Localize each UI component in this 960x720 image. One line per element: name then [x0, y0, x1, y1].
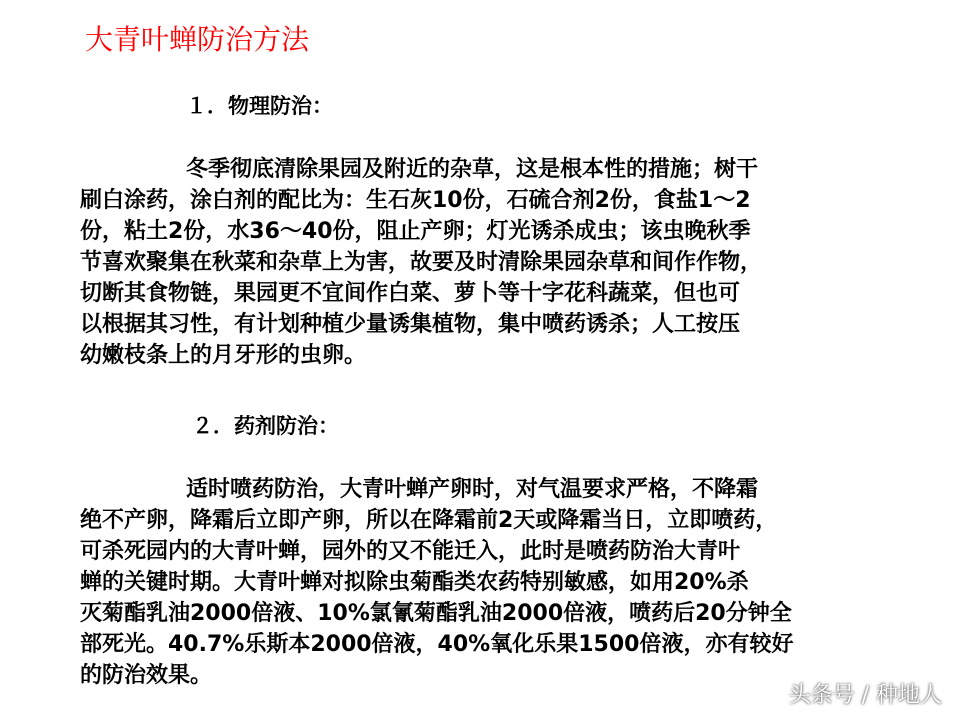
paragraph-line: 以根据其习性，有计划种植少量诱集植物，集中喷药诱杀；人工按压: [80, 312, 741, 337]
paragraph-line: 份，粘土2份，水36～40份，阻止产卵；灯光诱杀成虫；该虫晚秋季: [80, 219, 751, 244]
paragraph-line: 的防治效果。: [80, 663, 213, 688]
paragraph-line: 适时喷药防治，大青叶蝉产卵时，对气温要求严格，不降霜: [186, 477, 759, 502]
paragraph-line: 冬季彻底清除果园及附近的杂草，这是根本性的措施；树干: [186, 157, 759, 182]
page-title: 大青叶蝉防治方法: [85, 23, 310, 56]
paragraph-line: 刷白涂药，涂白剂的配比为：生石灰10份，石硫合剂2份，食盐1～2: [80, 188, 751, 213]
watermark: 头条号 / 种地人: [788, 683, 942, 708]
section-heading-chemical: ２．药剂防治：: [192, 414, 339, 438]
paragraph-line: 可杀死园内的大青叶蝉，园外的又不能迁入，此时是喷药防治大青叶: [80, 539, 741, 564]
paragraph-line: 蝉的关键时期。大青叶蝉对拟除虫菊酯类农药特别敏感，如用20%杀: [80, 570, 749, 595]
paragraph-line: 绝不产卵，降霜后立即产卵，所以在降霜前2天或降霜当日，立即喷药，: [80, 508, 778, 533]
section-body-physical: [80, 154, 910, 371]
section-body-chemical: [80, 474, 910, 691]
paragraph-line: 灭菊酯乳油2000倍液、10%氯氰菊酯乳油2000倍液，喷药后20分钟全: [80, 601, 792, 626]
paragraph-line: 节喜欢聚集在秋菜和杂草上为害，故要及时清除果园杂草和间作作物，: [80, 250, 763, 275]
paragraph-line: 切断其食物链，果园更不宜间作白菜、萝卜等十字花科蔬菜，但也可: [80, 281, 741, 306]
section-heading-physical: １．物理防治：: [186, 94, 333, 118]
paragraph-line: 部死光。40.7%乐斯本2000倍液，40%氧化乐果1500倍液，亦有较好: [80, 632, 794, 657]
paragraph-line: 幼嫩枝条上的月牙形的虫卵。: [80, 343, 367, 368]
